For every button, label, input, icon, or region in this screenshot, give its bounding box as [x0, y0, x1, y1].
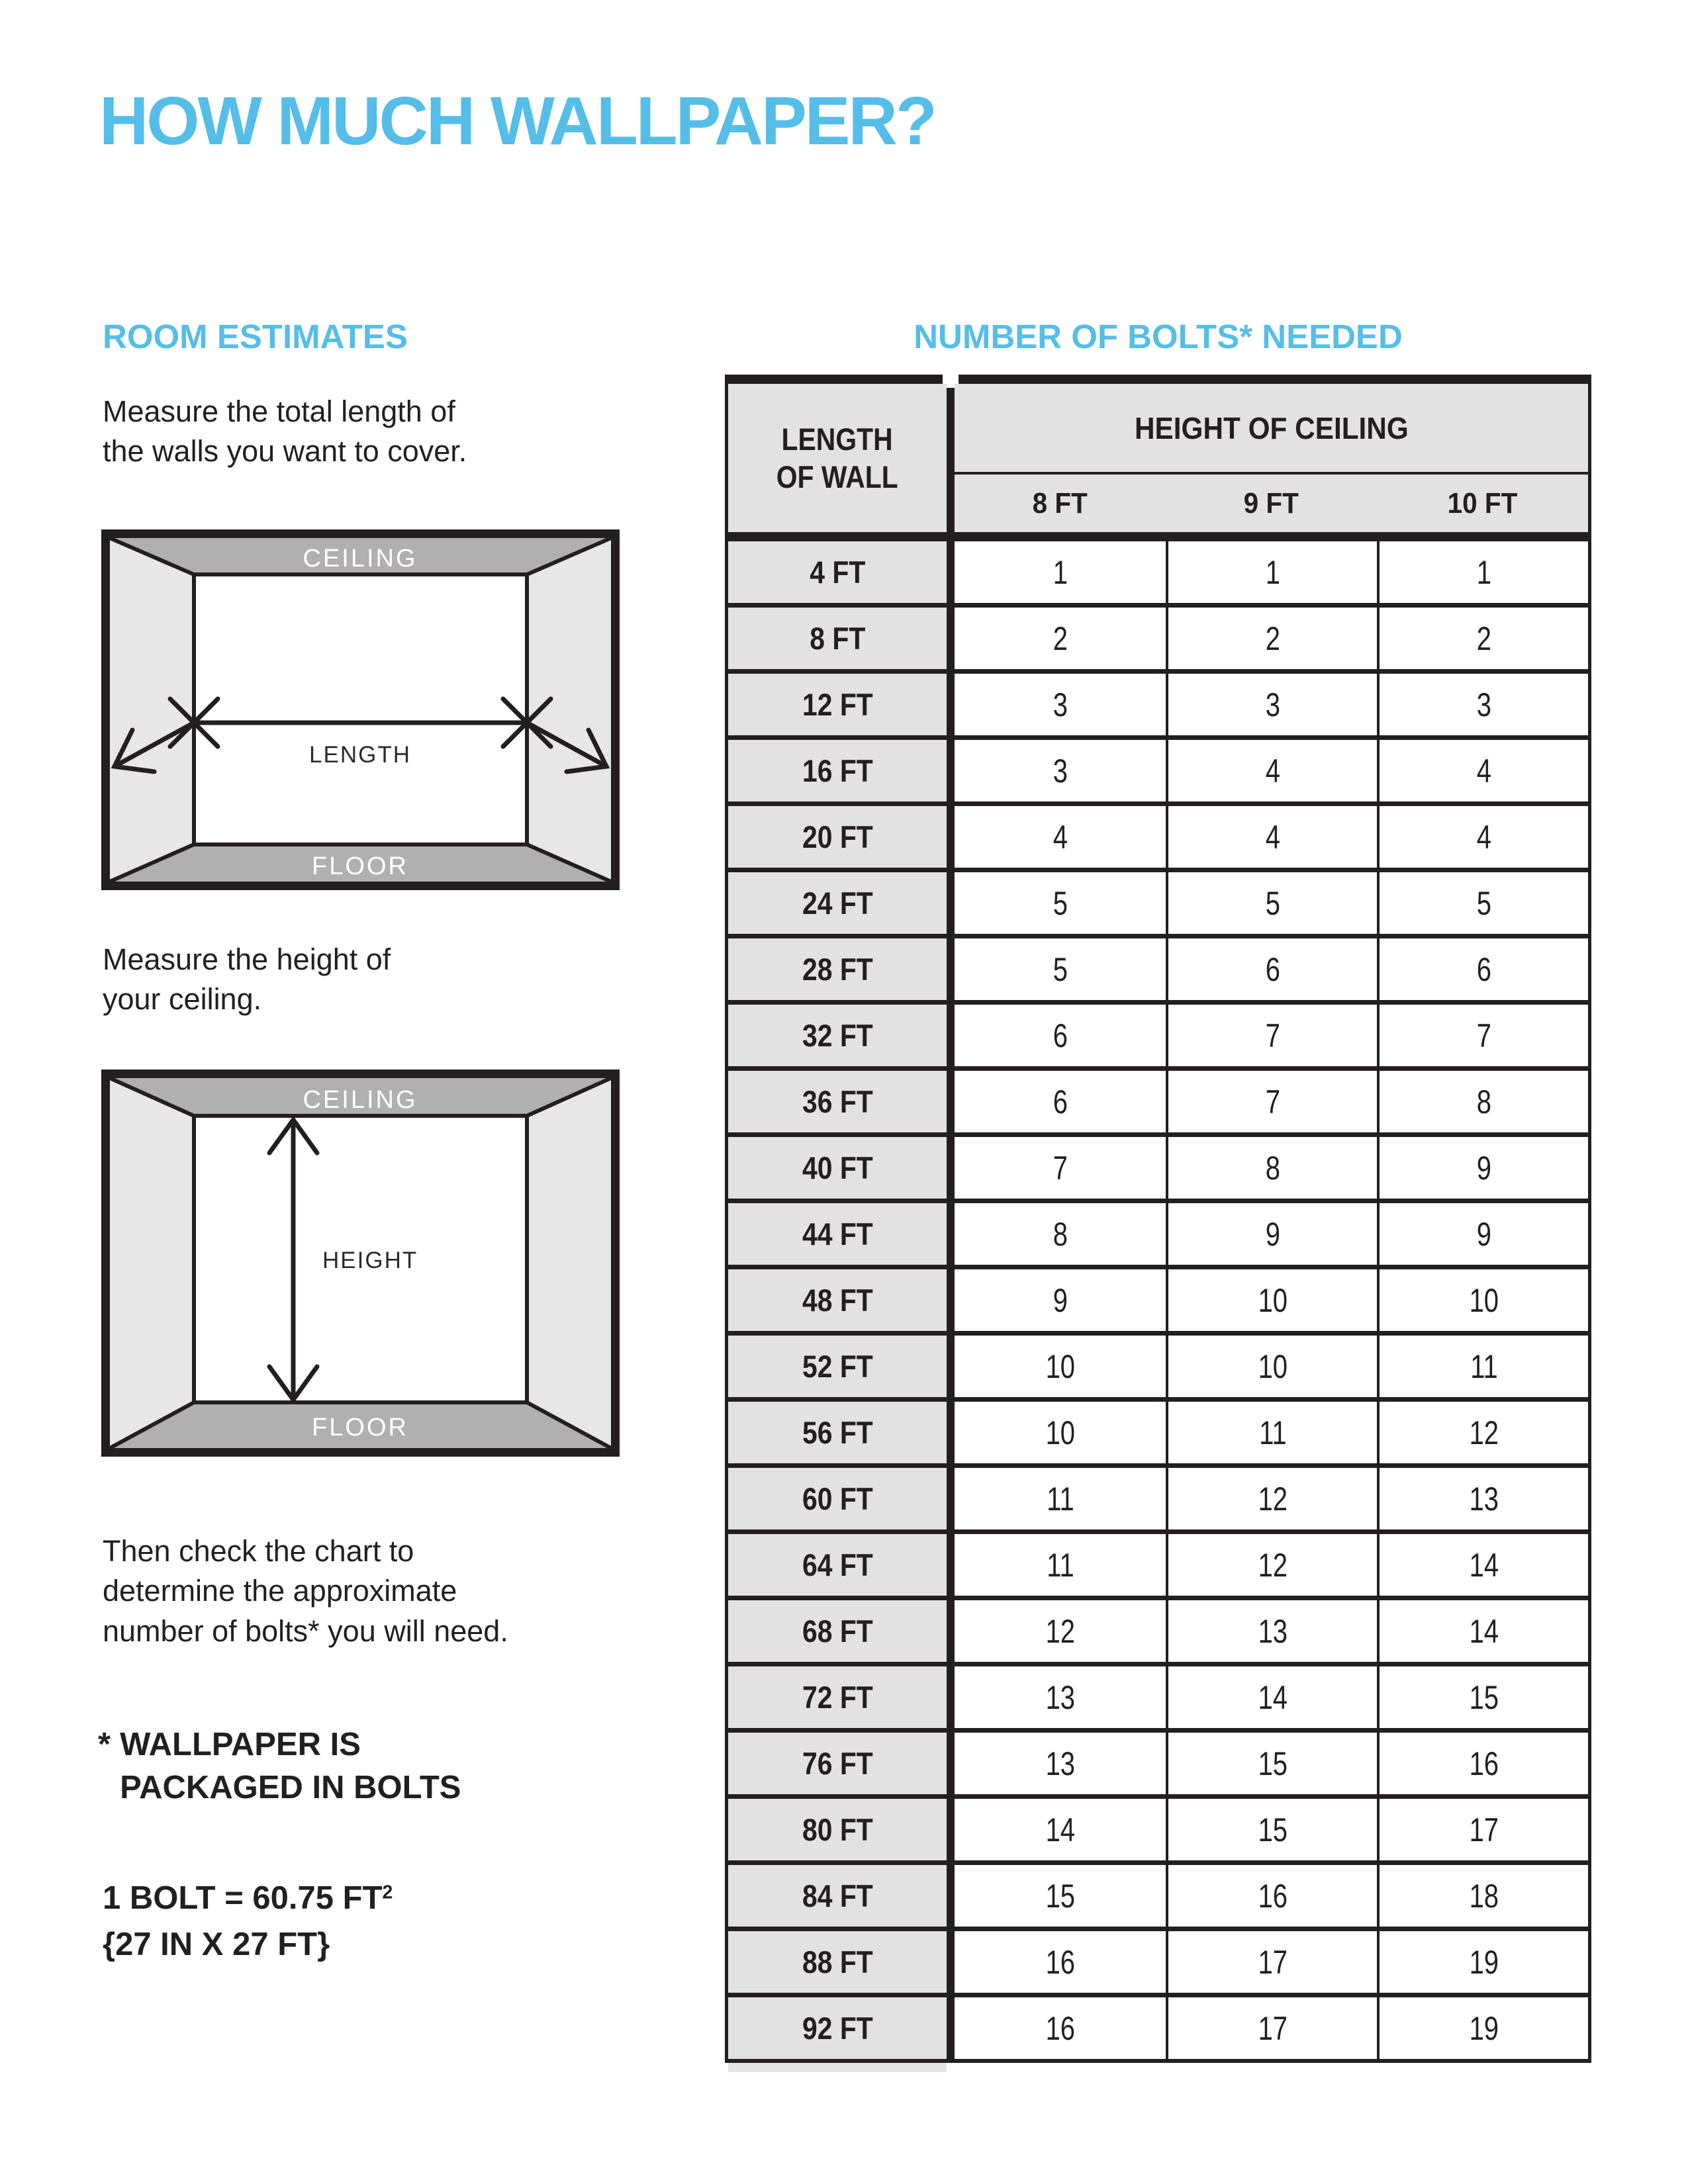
bolt-count-cell: 6 — [955, 1005, 1166, 1066]
bolt-count-cell: 6 — [1166, 938, 1377, 1000]
right-wall-face — [527, 1078, 611, 1448]
left-wall-face — [110, 1078, 194, 1448]
bolt-equation-text: 1 BOLT = 60.75 FT — [103, 1880, 383, 1916]
bolt-count-cell: 8 — [955, 1203, 1166, 1265]
table-row — [728, 1662, 1588, 1728]
header-line: OF WALL — [776, 459, 898, 494]
table-row — [728, 603, 1588, 669]
bolt-count-cell: 8 — [1166, 1137, 1377, 1199]
instruction-check-chart — [103, 1531, 508, 1651]
bolt-count-cell: 19 — [1377, 1931, 1588, 1993]
height-label: HEIGHT — [322, 1248, 418, 1273]
bolt-count-cell: 14 — [1377, 1534, 1588, 1596]
wall-length-label: 12 FT — [728, 674, 947, 735]
bolt-count-cell: 10 — [955, 1336, 1166, 1397]
table-row — [728, 1199, 1588, 1265]
bolt-count-cell: 17 — [1377, 1799, 1588, 1860]
bolt-count-cell: 10 — [1166, 1269, 1377, 1331]
bolt-count-cell: 12 — [1377, 1402, 1588, 1463]
ceiling-label: CEILING — [303, 1086, 418, 1114]
bolt-count-cell: 15 — [955, 1865, 1166, 1927]
bolt-count-cell: 11 — [1377, 1336, 1588, 1397]
instruction-line: Measure the height of — [103, 942, 391, 976]
top-rule-gap — [943, 375, 959, 384]
table-column-divider — [947, 388, 955, 2063]
bolt-count-cell: 9 — [955, 1269, 1166, 1331]
wall-length-label: 88 FT — [728, 1931, 947, 1993]
header-line: LENGTH — [781, 421, 894, 457]
bolt-count-cell: 11 — [1166, 1402, 1377, 1463]
wall-length-label: 4 FT — [728, 541, 947, 603]
bolt-count-cell: 16 — [1166, 1865, 1377, 1927]
bolt-count-cell: 4 — [955, 806, 1166, 868]
bolt-count-cell: 5 — [955, 872, 1166, 934]
wall-length-label: 8 FT — [728, 608, 947, 669]
table-row — [728, 868, 1588, 934]
ceiling-height-header-group — [955, 384, 1588, 532]
bolt-count-cell: 15 — [1166, 1799, 1377, 1860]
table-top-rule — [728, 375, 1588, 384]
instruction-measure-height — [103, 940, 391, 1020]
bolt-count-cell: 7 — [1166, 1005, 1377, 1066]
table-body — [728, 541, 1588, 2059]
bolts-footnote — [98, 1723, 461, 1809]
bolt-count-cell: 15 — [1377, 1666, 1588, 1728]
bolt-count-cell: 7 — [1377, 1005, 1588, 1066]
ceiling-label: CEILING — [303, 545, 418, 572]
bolt-count-cell: 1 — [955, 541, 1166, 603]
table-row — [728, 1463, 1588, 1529]
bolt-count-cell: 5 — [1166, 872, 1377, 934]
table-row — [728, 934, 1588, 1000]
bolt-count-cell: 11 — [955, 1468, 1166, 1529]
table-row — [728, 1132, 1588, 1199]
table-row — [728, 669, 1588, 735]
bolt-count-cell: 10 — [1166, 1336, 1377, 1397]
table-row — [728, 1860, 1588, 1927]
wall-length-label: 32 FT — [728, 1005, 947, 1066]
bolt-count-cell: 9 — [1377, 1137, 1588, 1199]
bolt-count-cell: 13 — [1166, 1600, 1377, 1662]
bolt-count-cell: 7 — [1166, 1071, 1377, 1132]
table-row — [728, 541, 1588, 603]
wall-length-label: 68 FT — [728, 1600, 947, 1662]
bolt-count-cell: 14 — [1377, 1600, 1588, 1662]
column-header-9ft: 9 FT — [1243, 486, 1299, 520]
bolt-count-cell: 8 — [1377, 1071, 1588, 1132]
table-row — [728, 1066, 1588, 1132]
wall-length-label: 20 FT — [728, 806, 947, 868]
table-header — [728, 384, 1588, 532]
table-row — [728, 801, 1588, 868]
table-row — [728, 1000, 1588, 1066]
bolt-count-cell: 6 — [955, 1071, 1166, 1132]
instruction-measure-length — [103, 392, 467, 472]
bolt-count-cell: 19 — [1377, 1997, 1588, 2059]
bolt-count-cell: 9 — [1166, 1203, 1377, 1265]
squared-superscript: 2 — [382, 1882, 393, 1903]
bolts-needed-heading: NUMBER OF BOLTS* NEEDED — [914, 318, 1403, 355]
bolt-count-cell: 13 — [955, 1666, 1166, 1728]
bolt-count-cell: 16 — [955, 1931, 1166, 1993]
wall-length-label: 48 FT — [728, 1269, 947, 1331]
bolt-count-cell: 7 — [955, 1137, 1166, 1199]
bolt-count-cell: 9 — [1377, 1203, 1588, 1265]
bolt-count-cell: 3 — [1166, 674, 1377, 735]
table-row — [728, 735, 1588, 801]
bolt-count-cell: 14 — [955, 1799, 1166, 1860]
footnote-line: WALLPAPER IS — [120, 1727, 361, 1762]
table-bottom-stub — [728, 2063, 947, 2072]
bolt-count-cell: 12 — [1166, 1534, 1377, 1596]
bolt-dimensions: {27 IN X 27 FT} — [103, 1926, 330, 1962]
instruction-line: determine the approximate — [103, 1574, 457, 1608]
table-row — [728, 1397, 1588, 1463]
bolt-count-cell: 5 — [955, 938, 1166, 1000]
bolt-count-cell: 10 — [1377, 1269, 1588, 1331]
wall-length-label: 56 FT — [728, 1402, 947, 1463]
table-row — [728, 1529, 1588, 1596]
height-of-ceiling-header: HEIGHT OF CEILING — [955, 384, 1588, 472]
table-row — [728, 1728, 1588, 1794]
bolt-size-info — [103, 1876, 393, 1968]
wall-length-label: 80 FT — [728, 1799, 947, 1860]
footnote-line: PACKAGED IN BOLTS — [120, 1770, 461, 1806]
instruction-line: Measure the total length of — [103, 394, 455, 428]
bolt-count-cell: 12 — [955, 1600, 1166, 1662]
bolts-table — [725, 375, 1591, 2063]
ceiling-height-columns — [955, 475, 1588, 532]
instruction-line: the walls you want to cover. — [103, 434, 467, 469]
table-row — [728, 1794, 1588, 1860]
wall-length-label: 28 FT — [728, 938, 947, 1000]
column-header-10ft: 10 FT — [1447, 486, 1518, 520]
bolt-count-cell: 2 — [955, 608, 1166, 669]
bolt-count-cell: 3 — [1377, 674, 1588, 735]
wall-length-label: 76 FT — [728, 1733, 947, 1794]
wall-length-label: 44 FT — [728, 1203, 947, 1265]
wall-length-label: 52 FT — [728, 1336, 947, 1397]
room-length-diagram — [101, 529, 620, 890]
table-row — [728, 1331, 1588, 1397]
room-estimates-heading: ROOM ESTIMATES — [103, 318, 408, 355]
bolt-count-cell: 10 — [955, 1402, 1166, 1463]
bolt-count-cell: 17 — [1166, 1931, 1377, 1993]
floor-label: FLOOR — [312, 1414, 408, 1441]
bolt-count-cell: 13 — [955, 1733, 1166, 1794]
bolt-count-cell: 1 — [1166, 541, 1377, 603]
bolt-count-cell: 3 — [955, 740, 1166, 801]
instruction-line: Then check the chart to — [103, 1534, 414, 1568]
floor-label: FLOOR — [312, 852, 408, 880]
instruction-line: your ceiling. — [103, 982, 262, 1017]
back-wall-face — [194, 574, 527, 844]
wall-length-label: 36 FT — [728, 1071, 947, 1132]
wall-length-label: 60 FT — [728, 1468, 947, 1529]
bolt-count-cell: 4 — [1377, 806, 1588, 868]
room-faces — [110, 538, 611, 882]
bolt-count-cell: 3 — [955, 674, 1166, 735]
bolt-count-cell: 14 — [1166, 1666, 1377, 1728]
wall-length-label: 92 FT — [728, 1997, 947, 2059]
bolt-count-cell: 2 — [1377, 608, 1588, 669]
bolt-count-cell: 11 — [955, 1534, 1166, 1596]
table-row — [728, 1927, 1588, 1993]
bolt-count-cell: 4 — [1377, 740, 1588, 801]
bolt-count-cell: 16 — [955, 1997, 1166, 2059]
wall-length-label: 72 FT — [728, 1666, 947, 1728]
table-row — [728, 1993, 1588, 2059]
bolt-count-cell: 16 — [1377, 1733, 1588, 1794]
asterisk: * — [98, 1727, 111, 1762]
footnote-lines — [120, 1723, 461, 1809]
bolt-count-cell: 5 — [1377, 872, 1588, 934]
page-title: HOW MUCH WALLPAPER? — [99, 83, 935, 159]
room-height-diagram — [101, 1069, 620, 1457]
wall-length-label: 64 FT — [728, 1534, 947, 1596]
bolt-count-cell: 13 — [1377, 1468, 1588, 1529]
length-of-wall-header — [728, 384, 947, 532]
table-row — [728, 1596, 1588, 1662]
wall-length-label: 24 FT — [728, 872, 947, 934]
header-bottom-rule — [728, 532, 1588, 541]
bolt-count-cell: 12 — [1166, 1468, 1377, 1529]
column-header-8ft: 8 FT — [1032, 486, 1088, 520]
length-label: LENGTH — [309, 742, 411, 768]
bolt-count-cell: 15 — [1166, 1733, 1377, 1794]
bolt-equation — [103, 1880, 393, 1916]
wall-length-label: 84 FT — [728, 1865, 947, 1927]
wall-length-label: 16 FT — [728, 740, 947, 801]
bolt-count-cell: 17 — [1166, 1997, 1377, 2059]
bolt-count-cell: 18 — [1377, 1865, 1588, 1927]
bolt-count-cell: 4 — [1166, 740, 1377, 801]
instruction-line: number of bolts* you will need. — [103, 1614, 508, 1648]
table-row — [728, 1265, 1588, 1331]
bolt-count-cell: 2 — [1166, 608, 1377, 669]
bolt-count-cell: 1 — [1377, 541, 1588, 603]
bolt-count-cell: 6 — [1377, 938, 1588, 1000]
bolt-count-cell: 4 — [1166, 806, 1377, 868]
wall-length-label: 40 FT — [728, 1137, 947, 1199]
